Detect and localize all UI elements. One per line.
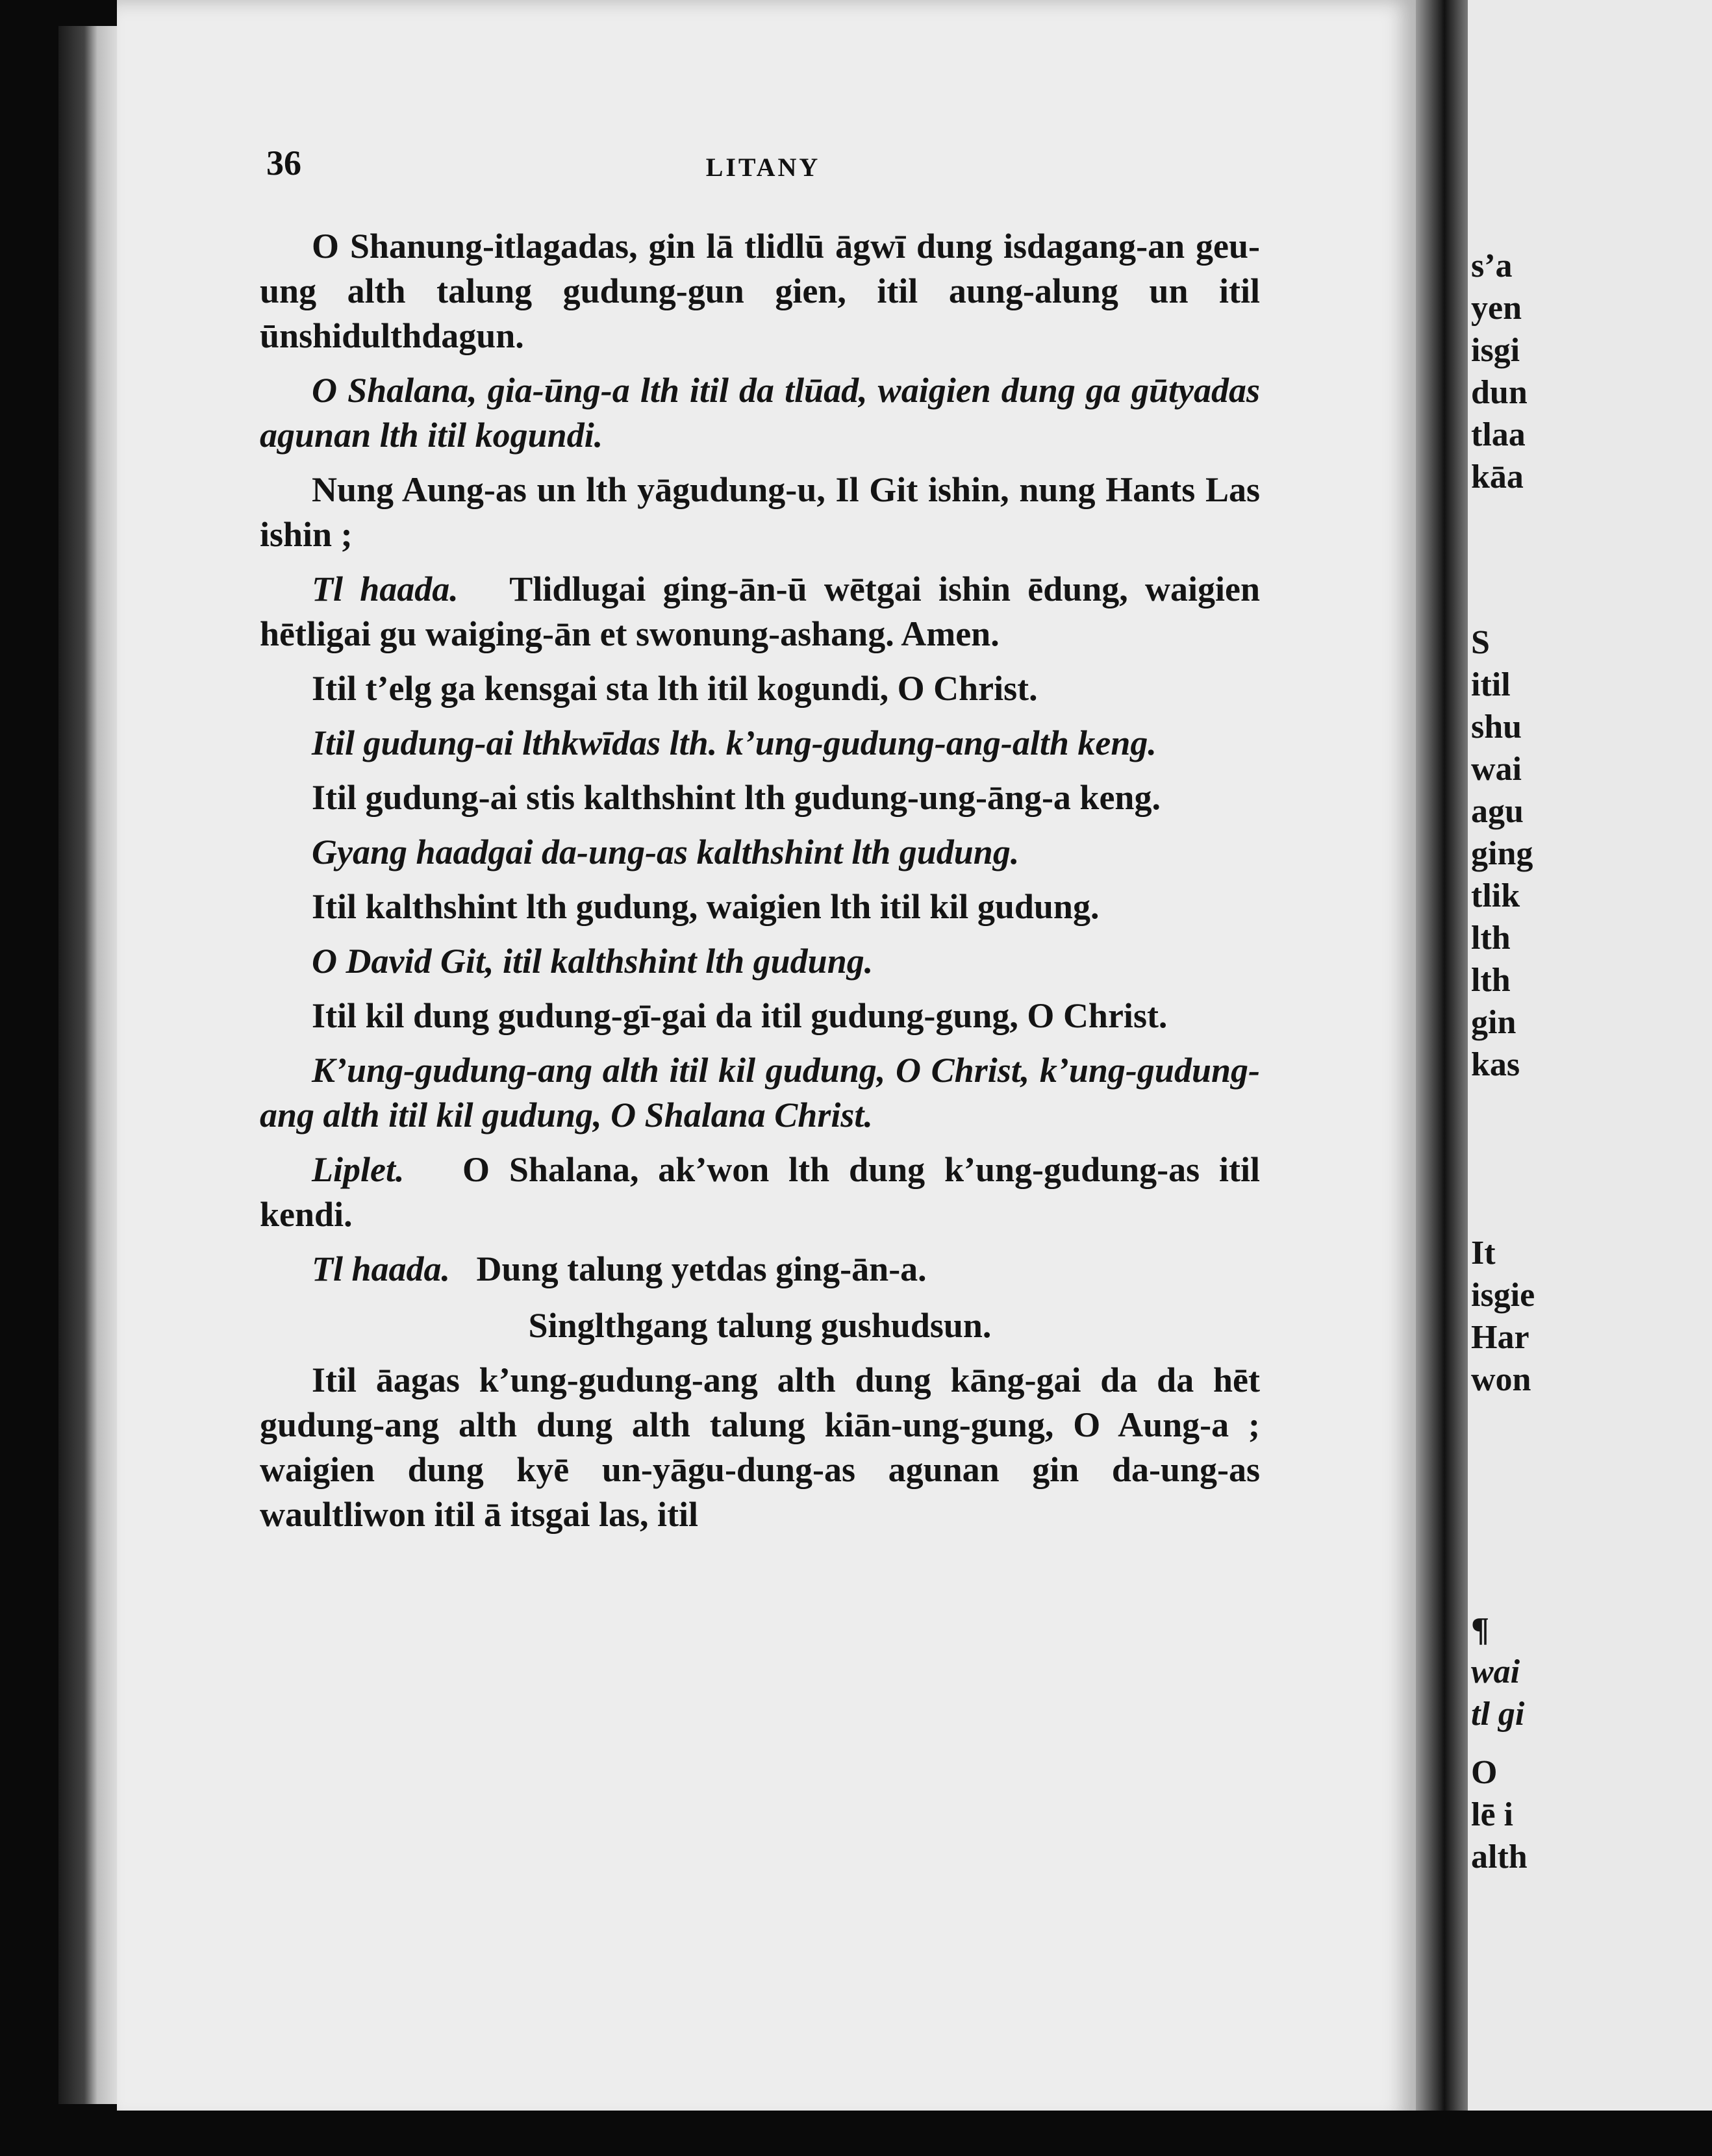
paragraph-text: Itil āagas k’ung-gudung-ang alth dung kāng-gai da da hēt gudung-ang alth dung alth talung kiān-ung-gung, O Aung-a ; waigien dung kyē un-yāgu-dung-as agunan gin da-ung-as waultliwon itil ā itsgai las, itil (260, 1360, 1260, 1534)
facing-page-fragment: gin (1471, 1004, 1517, 1041)
paragraph (260, 224, 1260, 358)
paragraph (260, 468, 1260, 557)
paragraph-text: Itil t’elg ga kensgai sta lth itil kogundi, O Christ. (312, 669, 1038, 708)
paragraph-text: Itil kil dung gudung-gī-gai da itil gudung-gung, O Christ. (312, 996, 1168, 1035)
paragraph-lead: Liplet. (312, 1150, 405, 1189)
facing-page-fragment: ging (1471, 835, 1533, 872)
facing-page-fragment: S (1471, 624, 1490, 661)
scan-border (0, 2111, 1712, 2156)
paragraph (260, 721, 1260, 766)
paragraph (260, 1048, 1260, 1138)
paragraph-lead: Tl haada. (312, 1249, 451, 1288)
paragraph (260, 1247, 1260, 1292)
facing-page-fragment: itil (1471, 666, 1511, 703)
page-header (266, 143, 1260, 195)
facing-page-fragment: isgi (1471, 332, 1520, 369)
paragraph (260, 994, 1260, 1038)
facing-page-fragment: kas (1471, 1046, 1520, 1083)
facing-page-fragment: lth (1471, 920, 1511, 957)
facing-page-fragment: dun (1471, 374, 1528, 411)
paragraph-lead: Tl haada. (312, 570, 459, 608)
facing-page-fragment: tlaa (1471, 416, 1526, 453)
paragraph-text: Itil gudung-ai lthkwīdas lth. k’ung-gudung-ang-alth keng. (312, 723, 1157, 762)
facing-page-fragment: tlik (1471, 877, 1520, 914)
facing-page-fragment: s’a (1471, 247, 1513, 284)
paragraph (260, 368, 1260, 458)
book-spine (1416, 0, 1468, 2124)
paragraph (260, 775, 1260, 820)
paragraph-text: Itil gudung-ai stis kalthshint lth gudung-ung-āng-a keng. (312, 778, 1161, 817)
paragraph-text: Gyang haadgai da-ung-as kalthshint lth gudung. (312, 833, 1020, 871)
paragraph (260, 830, 1260, 875)
paragraph-text: Singlthgang talung gushudsun. (528, 1306, 992, 1345)
facing-page-fragment: lth (1471, 962, 1511, 999)
facing-page-fragment: ¶ (1471, 1611, 1490, 1648)
facing-page-fragment: yen (1471, 290, 1522, 327)
facing-page-fragment: kāa (1471, 458, 1524, 495)
paragraph-text: O Shalana, gia-ūng-a lth itil da tlūad, waigien dung ga gūtyadas agunan lth itil kogundi. (260, 371, 1260, 455)
paragraph (260, 884, 1260, 929)
paragraph-text: Itil kalthshint lth gudung, waigien lth itil kil gudung. (312, 887, 1100, 926)
paragraph (260, 1147, 1260, 1237)
facing-page-fragment: won (1471, 1361, 1531, 1398)
facing-page-fragment: It (1471, 1235, 1496, 1272)
paragraph (260, 567, 1260, 657)
book-edge (58, 26, 123, 2104)
page-body-text (260, 224, 1260, 1537)
paragraph-text: O Shanung-itlagadas, gin lā tlidlū āgwī dung isdagang-an geu-ung alth talung gudung-gun gien, itil aung-alung un itil ūnshidulthdagun. (260, 227, 1260, 355)
paragraph-text: Tlidlugai ging-ān-ū wētgai ishin ēdung, waigien hētligai gu waiging-ān et swonung-ashang. Amen. (260, 570, 1261, 653)
paragraph-text: K’ung-gudung-ang alth itil kil gudung, O Christ, k’ung-gudung-ang alth itil kil gudung, O Shalana Christ. (260, 1051, 1260, 1134)
paragraph-text: Dung talung yetdas ging-ān-a. (476, 1249, 927, 1288)
facing-page-fragment: alth (1471, 1838, 1528, 1875)
paragraph-text: O Shalana, ak’won lth dung k’ung-gudung-as itil kendi. (260, 1150, 1260, 1234)
paragraph-text: Nung Aung-as un lth yāgudung-u, Il Git ishin, nung Hants Las ishin ; (260, 470, 1260, 554)
paragraph-text: O David Git, itil kalthshint lth gudung. (312, 942, 874, 981)
facing-page-fragment: wai (1471, 751, 1522, 788)
page-number: 36 (266, 144, 301, 182)
facing-page-fragment: Har (1471, 1319, 1529, 1356)
paragraph (260, 939, 1260, 984)
facing-page-fragment: lē i (1471, 1796, 1513, 1833)
paragraph (260, 666, 1260, 711)
paragraph (260, 1303, 1260, 1348)
facing-page-fragment: shu (1471, 708, 1522, 746)
facing-page-fragment: tl gi (1471, 1696, 1525, 1733)
paragraph (260, 1358, 1260, 1537)
facing-page-fragment: wai (1471, 1653, 1520, 1690)
facing-page-fragment: isgie (1471, 1277, 1535, 1314)
facing-page-fragment: agu (1471, 793, 1524, 830)
running-head: LITANY (705, 153, 821, 182)
facing-page-fragment: O (1471, 1754, 1498, 1791)
